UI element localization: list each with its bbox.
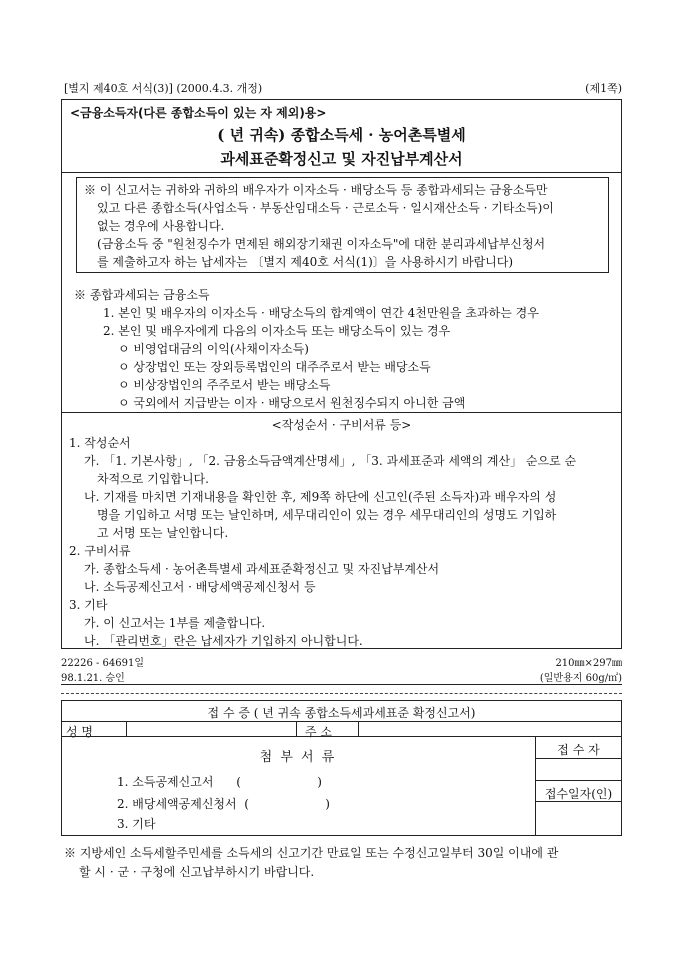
instructions-heading: <작성순서 · 구비서류 등> [271,418,412,432]
form-reference: [별지 제40호 서식(3)] (2000.4.3. 개정) [64,82,263,95]
receipt-title: 접 수 증 ( 년 귀속 종합소득세과세표준 확정신고서) [207,706,476,720]
form-title-line2: 과세표준확정신고 및 자진납부계산서 [220,150,463,168]
name-label: 성 명 [66,725,93,739]
taxable-subitem-4: ㅇ 국외에서 지급받는 이자 · 배당으로서 원천징수되지 아니한 금액 [118,396,466,410]
name-row-divider [61,736,622,737]
local-tax-notice-line2: 할 시 · 군 · 구청에 신고납부하시기 바랍니다. [79,865,315,879]
instructions-1a-line2: 차적으로 기입합니다. [97,472,209,486]
page-number: (제1쪽) [585,82,622,95]
notice-line-3: 없는 경우에 사용합니다. [97,219,225,233]
instructions-2b: 나. 소득공제신고서 · 배당세액공제신청서 등 [84,580,316,594]
attachment-1: 1. 소득공제신고서 ( ) [117,775,322,789]
address-label: 주 소 [305,725,332,739]
attachment-3: 3. 기타 [117,817,156,831]
instructions-1b-line2: 명을 기입하고 서명 또는 날인하며, 세무대리인이 있는 경우 세무대리인의 성명도 기입하 [97,508,557,522]
receipt-date-label: 접수일자(인) [544,787,613,801]
address-label-divider [358,721,359,736]
attachments-title: 첨 부 서 류 [259,750,337,765]
taxable-subitem-3: ㅇ 비상장법인의 주주로서 받는 배당소득 [118,378,331,392]
instructions-3b: 나. 「관리번호」란은 납세자가 기입하지 아니합니다. [84,634,363,648]
notice-line-5: 를 제출하고자 하는 납세자는 〔별지 제40호 서식(1)〕을 사용하시기 바랍니다) [97,255,514,269]
form-code: 22226 - 64691일 [61,658,145,669]
taxable-item-2: 2. 본인 및 배우자에게 다음의 이자소득 또는 배당소득이 있는 경우 [103,324,451,338]
name-label-divider [126,721,127,736]
local-tax-notice-line1: ※ 지방세인 소득세할주민세를 소득세의 신고기간 만료일 또는 수정신고일부터 30일 이내에 관 [64,846,559,860]
taxable-subitem-2: ㅇ 상장법인 또는 장외등록법인의 대주주로서 받는 배당소득 [118,360,431,374]
instructions-1b-line3: 고 서명 또는 날인합니다. [97,526,229,540]
instructions-section-1: 1. 작성순서 [69,436,131,450]
instructions-section-3: 3. 기타 [69,598,108,612]
notice-line-1: ※ 이 신고서는 귀하와 귀하의 배우자가 이자소득 · 배당소득 등 종합과세되는 금융소득만 [84,183,548,197]
form-title-line1: ( 년 귀속) 종합소득세 · 농어촌특별세 [217,126,466,144]
receiver-label: 접 수 자 [557,743,600,757]
name-value-divider [296,721,297,736]
paper-size: 210㎜×297㎜ [555,658,622,669]
taxable-item-1: 1. 본인 및 배우자의 이자소득 · 배당소득의 합계액이 연간 4천만원을 초과하는 경우 [103,306,539,320]
notice-line-2: 있고 다른 종합소득(사업소득 · 부동산임대소득 · 근로소득 · 일시재산소득 · 기타소득)이 [97,201,554,215]
title-divider [61,172,622,173]
attachment-2: 2. 배당세액공제신청서 ( ) [117,797,330,811]
notice-line-4: (금융소득 중 "원천징수가 면제된 해외장기채권 이자소득"에 대한 분리과세납부신청서 [97,237,546,251]
cut-line [61,693,622,694]
instructions-1a-line1: 가. 「1. 기본사항」, 「2. 금융소득금액계산명세」, 「3. 과세표준과 세액의 계산」 순으로 순 [84,454,577,468]
taxable-heading: ※ 종합과세되는 금융소득 [74,288,210,302]
receipt-title-divider [61,721,622,722]
target-label: <금융소득자(다른 종합소득이 있는 자 제외)용> [70,106,327,120]
instructions-divider [61,412,622,413]
receipt-date-divider [535,801,622,802]
taxable-subitem-1: ㅇ 비영업대금의 이익(사채이자소득) [118,342,309,356]
receiver-sign-divider [535,780,622,781]
instructions-2a: 가. 종합소득세 · 농어촌특별세 과세표준확정신고 및 자진납부계산서 [84,562,440,576]
instructions-3a: 가. 이 신고서는 1부를 제출합니다. [84,616,266,630]
instructions-section-2: 2. 구비서류 [69,544,131,558]
approval-date: 98.1.21. 승인 [61,673,125,684]
paper-type: (일반용지 60g/㎡) [539,673,622,684]
footer-rule [61,684,622,685]
instructions-1b-line1: 나. 기재를 마치면 기재내용을 확인한 후, 제9쪽 하단에 신고인(주된 소득자)과 배우자의 성 [84,490,557,504]
receiver-label-divider [535,758,622,759]
